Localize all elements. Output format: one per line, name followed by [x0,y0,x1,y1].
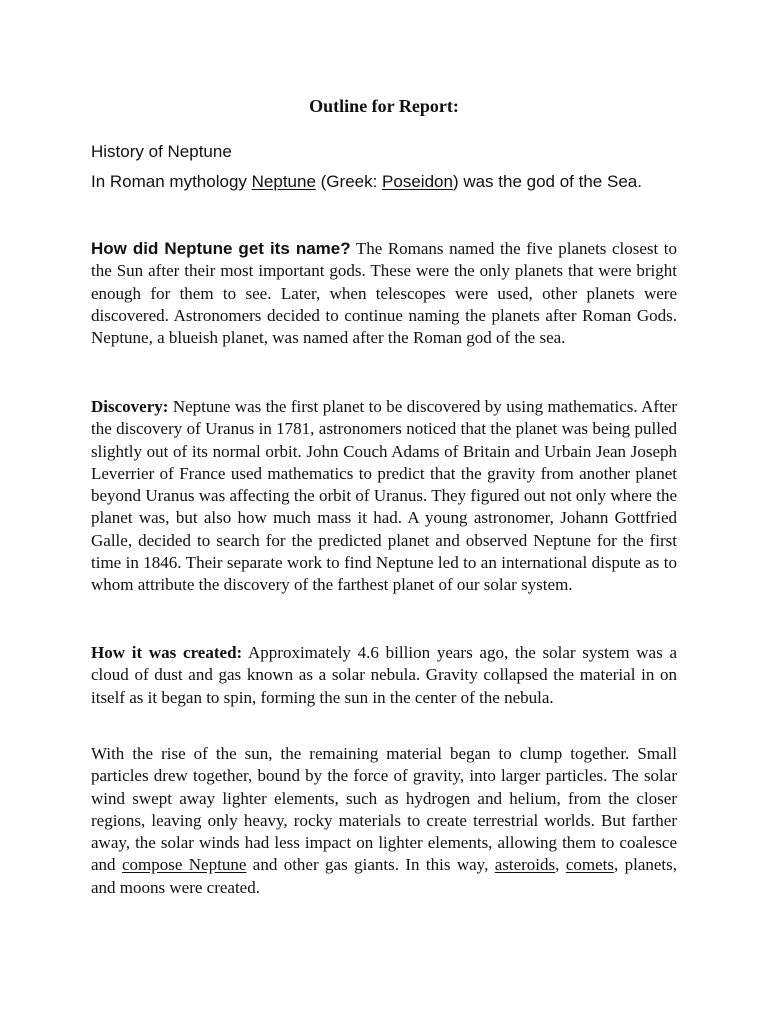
created-heading: How it was created: [91,643,243,662]
document-title: Outline for Report: [309,96,459,116]
rise-comma: , [555,855,566,875]
asteroids-link[interactable]: asteroids [494,855,556,875]
intro-text-after: ) was the god of the Sea. [452,172,642,191]
comets-link[interactable]: comets [565,855,614,875]
rise-body-mid: and other gas giants. In this way, [246,855,495,875]
created-body: Approximately 4.6 billion years ago, the solar system was a cloud of dust and gas known as a solar nebula. Gravity collapsed the material in on itself as it began to spin, forming the sun in the center of the nebula. [91,643,677,707]
neptune-link[interactable]: Neptune [251,172,316,191]
document-subtitle: History of Neptune [91,142,232,161]
poseidon-link[interactable]: Poseidon [382,172,453,191]
name-paragraph [91,238,677,349]
rise-body-end: , planets, and moons were created. [91,855,678,897]
compose-neptune-link[interactable]: compose Neptune [121,855,247,875]
name-heading: How did Neptune get its name? [91,239,351,258]
name-body: The Romans named the five planets closest to the Sun after their most important gods. These were the only planets that were bright enough for them to see. Later, when telescopes were used, other planets were discovered. Astronomers decided to continue naming the planets after Roman Gods. Neptune, a blueish planet, was named after the Roman god of the sea. [91,239,677,348]
intro-text-before: In Roman mythology [91,172,252,191]
intro-text-middle: (Greek: [315,172,383,191]
created-paragraph [91,642,677,709]
rise-paragraph [91,743,677,899]
discovery-heading: Discovery: [91,397,169,416]
discovery-body: Neptune was the first planet to be discovered by using mathematics. After the discovery of Uranus in 1781, astronomers noticed that the planet was being pulled slightly out of its normal orbit. John Couch Adams of Britain and Urbain Jean Joseph Leverrier of France used mathematics to predict that the gravity from another planet beyond Uranus was affecting the orbit of Uranus. They figured out not only where the planet was, but also how much mass it had. A young astronomer, Johann Gottfried Galle, decided to search for the predicted planet and observed Neptune for the first time in 1846. Their separate work to find Neptune led to an international dispute as to whom attribute the discovery of the farthest planet of our solar system. [91,397,677,595]
rise-body-start: With the rise of the sun, the remaining material began to clump together. Small particles drew together, bound by the force of gravity, into larger particles. The solar wind swept away lighter elements, such as hydrogen and helium, from the closer regions, leaving only heavy, rocky materials to create terrestrial worlds. But farther away, the solar winds had less impact on lighter elements, allowing them to coalesce and [91,744,677,875]
intro-paragraph [91,171,677,193]
discovery-paragraph [91,396,677,597]
